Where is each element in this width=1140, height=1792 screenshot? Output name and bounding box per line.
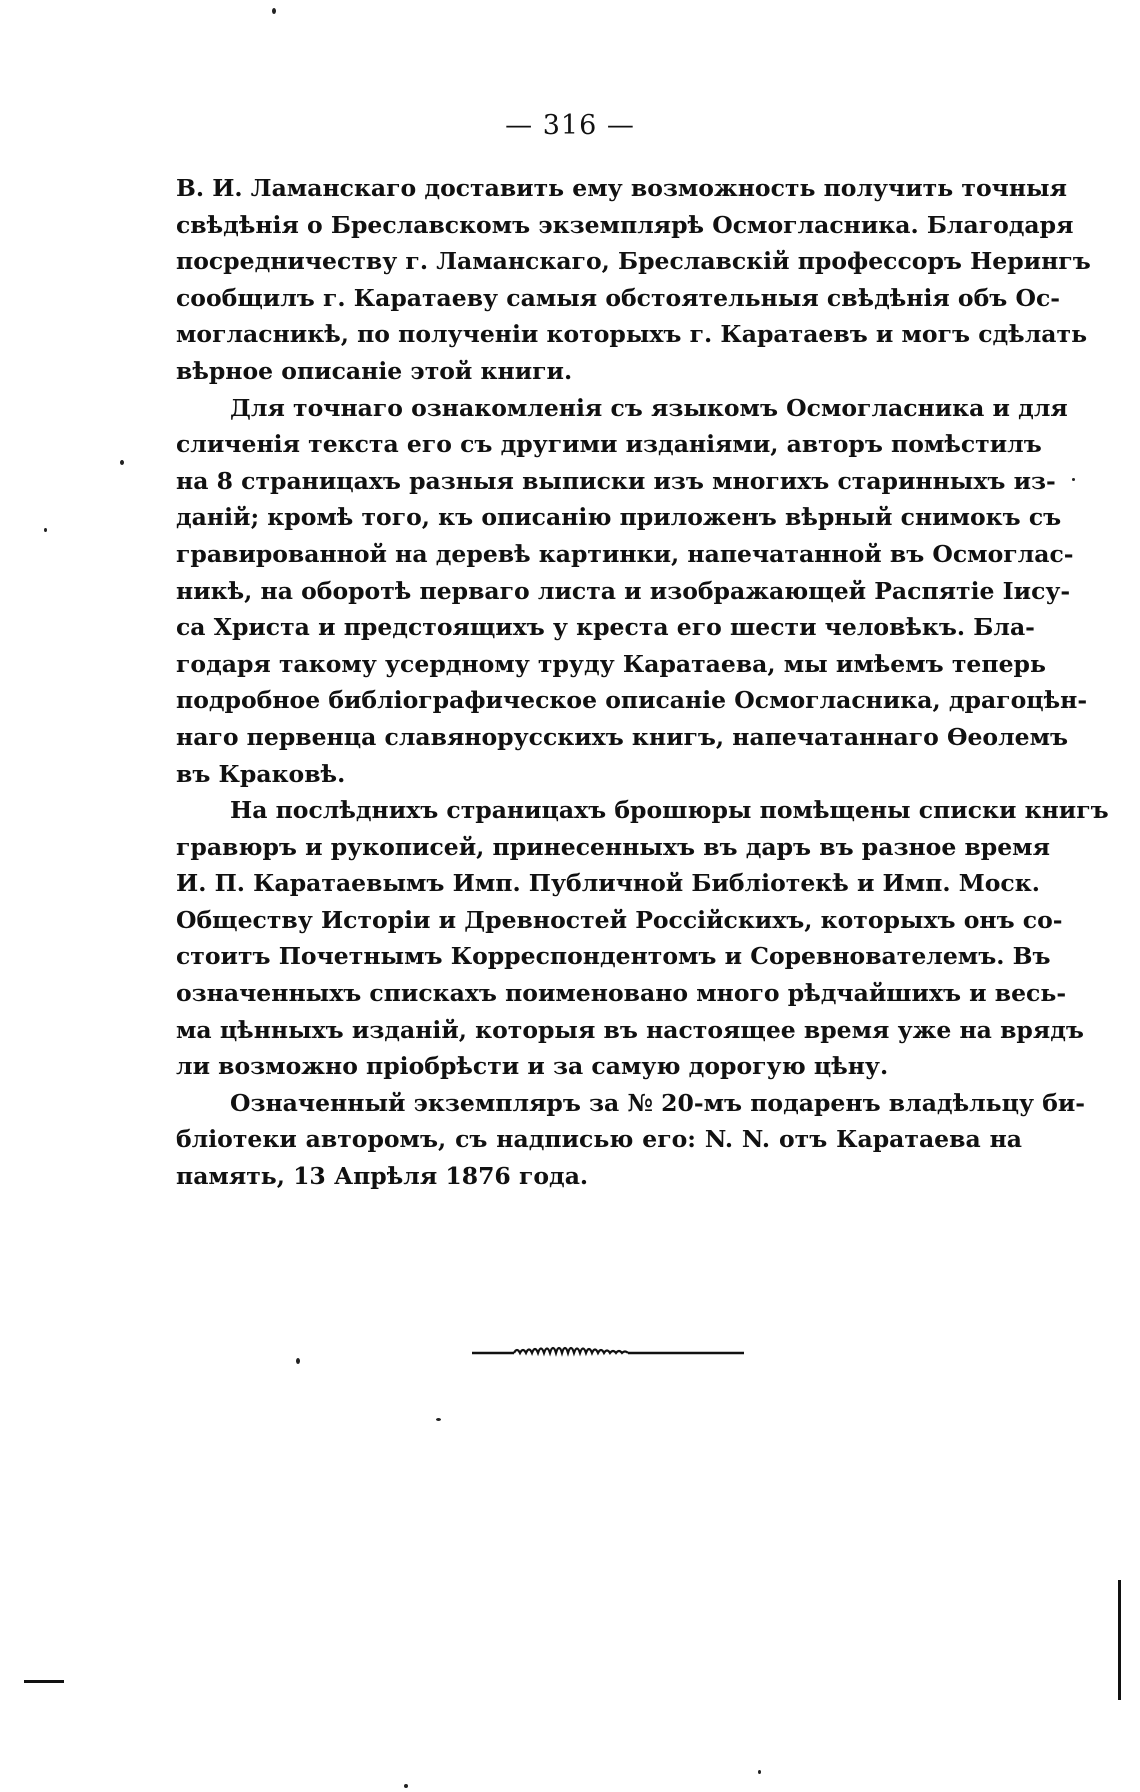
text-line: никѣ, на оборотѣ перваго листа и изображающей Распятіе Іису- [176, 576, 1071, 605]
text-line: свѣдѣнія о Бреславскомъ экземплярѣ Осмогласника. Благодаря [176, 210, 1074, 239]
scan-edge-mark [24, 1680, 64, 1683]
text-line: бліотеки авторомъ, съ надписью его: N. N. отъ Каратаева на [176, 1125, 1022, 1154]
text-line: В. И. Ламанскаго доставить ему возможность получить точныя [176, 174, 1067, 202]
paragraph-1 [176, 170, 1091, 390]
text-line: наго первенца славянорусскихъ книгъ, напечатаннаго Ѳеолемъ [176, 722, 1069, 751]
scan-speck [404, 1784, 408, 1788]
scan-speck [44, 528, 47, 532]
text-line: могласникѣ, по полученіи которыхъ г. Каратаевъ и могъ сдѣлать [176, 320, 1088, 349]
paragraph-2 [176, 390, 1088, 793]
text-line: Означенный экземпляръ за № 20-мъ подаренъ владѣльцу би- [230, 1088, 1086, 1117]
text-line: сличенія текста его съ другими изданіями, авторъ помѣстилъ [176, 430, 1042, 459]
scan-speck [296, 1358, 300, 1364]
text-line: годаря такому усердному труду Каратаева, мы имѣемъ теперь [176, 649, 1046, 678]
text-line: ма цѣнныхъ изданій, которыя въ настоящее время уже на врядъ [176, 1015, 1084, 1044]
scan-speck [436, 1418, 441, 1421]
text-line: Обществу Исторіи и Древностей Россійскихъ, которыхъ онъ со- [176, 905, 1063, 934]
text-line: въ Краковѣ. [176, 759, 346, 788]
text-line: вѣрное описаніе этой книги. [176, 356, 573, 385]
text-line: са Христа и предстоящихъ у креста его шести человѣкъ. Бла- [176, 613, 1035, 642]
text-line: подробное библіографическое описаніе Осмогласника, драгоцѣн- [176, 686, 1088, 715]
text-line: на 8 страницахъ разныя выписки изъ многихъ старинныхъ из- [176, 466, 1056, 495]
body-text [176, 170, 1109, 1195]
text-line: сообщилъ г. Каратаеву самыя обстоятельныя свѣдѣнія объ Ос- [176, 283, 1061, 312]
text-line: ли возможно пріобрѣсти и за самую дорогую цѣну. [176, 1052, 889, 1081]
scan-speck [1072, 478, 1075, 481]
scan-speck [120, 460, 124, 465]
text-line: И. П. Каратаевымъ Имп. Публичной Библіотекѣ и Имп. Моск. [176, 869, 1040, 898]
text-line: гравюръ и рукописей, принесенныхъ въ даръ въ разное время [176, 832, 1050, 861]
decorative-divider [472, 1342, 744, 1364]
paragraph-4 [176, 1085, 1086, 1195]
text-line: память, 13 Апрѣля 1876 года. [176, 1162, 589, 1191]
text-line: гравированной на деревѣ картинки, напечатанной въ Осмоглас- [176, 539, 1074, 568]
text-line: стоитъ Почетнымъ Корреспондентомъ и Соревнователемъ. Въ [176, 942, 1051, 971]
paragraph-3 [176, 792, 1109, 1085]
text-line: Для точнаго ознакомленія съ языкомъ Осмогласника и для [230, 393, 1068, 422]
text-line: означенныхъ спискахъ поименовано много рѣдчайшихъ и весь- [176, 979, 1067, 1008]
scan-speck [272, 8, 276, 14]
page-number: — 316 — [505, 110, 635, 141]
text-line: даній; кромѣ того, къ описанію приложенъ вѣрный снимокъ съ [176, 503, 1062, 532]
text-line: На послѣднихъ страницахъ брошюры помѣщены списки книгъ [230, 796, 1109, 825]
scan-speck [758, 1770, 761, 1774]
text-line: посредничеству г. Ламанскаго, Бреславскій профессоръ Нерингъ [176, 247, 1091, 276]
scan-edge-line [1118, 1580, 1121, 1700]
